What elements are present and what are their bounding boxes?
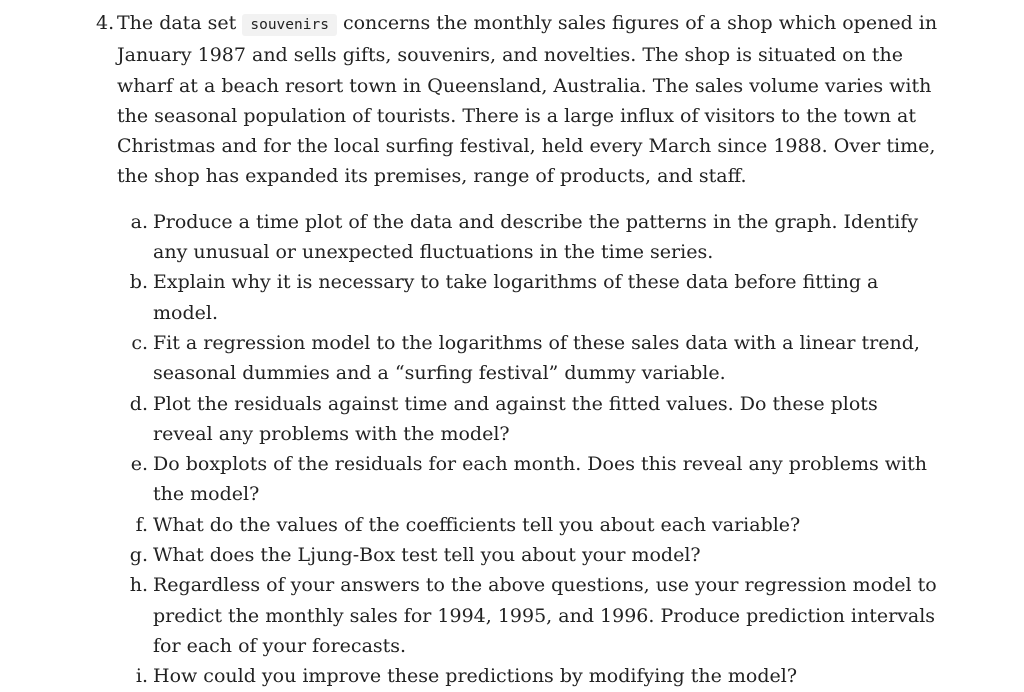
exercise-part-b <box>96 267 943 328</box>
exercise-4 <box>96 8 956 692</box>
part-text: Do boxplots of the residuals for each month. Does this reveal any problems with the model? <box>153 453 927 506</box>
part-label: e. <box>130 453 148 476</box>
part-label: i. <box>135 665 148 688</box>
exercise-part-c <box>96 328 943 389</box>
dataset-name-code: souvenirs <box>242 14 337 36</box>
exercise-part-d <box>96 389 943 450</box>
part-label: c. <box>131 331 148 354</box>
part-text: Regardless of your answers to the above questions, use your regression model to predict the monthly sales for 1994, 1995, and 1996. Produce prediction intervals for each of your forecasts. <box>153 574 937 657</box>
part-text: Fit a regression model to the logarithms of these sales data with a linear trend, seasonal dummies and a “surfing festival” dummy variable. <box>153 331 920 385</box>
part-label: f. <box>135 513 148 536</box>
intro-text-after-code: concerns the monthly sales figures of a shop which opened in January 1987 and sells gifts, souvenirs, and novelties. The shop is situated on the wharf at a beach resort town in Queensland, Australia. The sales volume varies with the seasonal population of tourists. There is a large influx of visitors to the town at Christmas and for the local surfing festival, held every March since 1988. Over time, the shop has expanded its premises, range of products, and staff. <box>117 12 938 188</box>
exercise-part-f <box>96 510 943 540</box>
exercise-intro <box>117 8 953 192</box>
exercise-number: 4. <box>96 12 115 34</box>
part-text: Explain why it is necessary to take logarithms of these data before fitting a model. <box>153 271 879 324</box>
part-label: d. <box>129 392 148 415</box>
part-text: What do the values of the coefficients tell you about each variable? <box>153 513 801 536</box>
exercise-part-i <box>96 661 943 691</box>
exercise-parts-list <box>96 207 956 692</box>
exercise-part-h <box>96 570 943 661</box>
exercise-part-a <box>96 207 943 268</box>
part-label: a. <box>130 210 148 233</box>
intro-text-before-code: The data set <box>117 12 243 34</box>
exercise-part-g <box>96 540 943 570</box>
part-text: Produce a time plot of the data and describe the patterns in the graph. Identify any unusual or unexpected fluctuations in the time series. <box>153 210 919 264</box>
part-text: What does the Ljung-Box test tell you about your model? <box>153 544 701 567</box>
part-text: How could you improve these predictions by modifying the model? <box>153 665 798 688</box>
part-label: g. <box>129 544 148 567</box>
part-label: h. <box>129 574 148 597</box>
exercise-part-e <box>96 449 943 510</box>
part-label: b. <box>129 271 148 294</box>
part-text: Plot the residuals against time and against the fitted values. Do these plots reveal any problems with the model? <box>153 392 878 445</box>
